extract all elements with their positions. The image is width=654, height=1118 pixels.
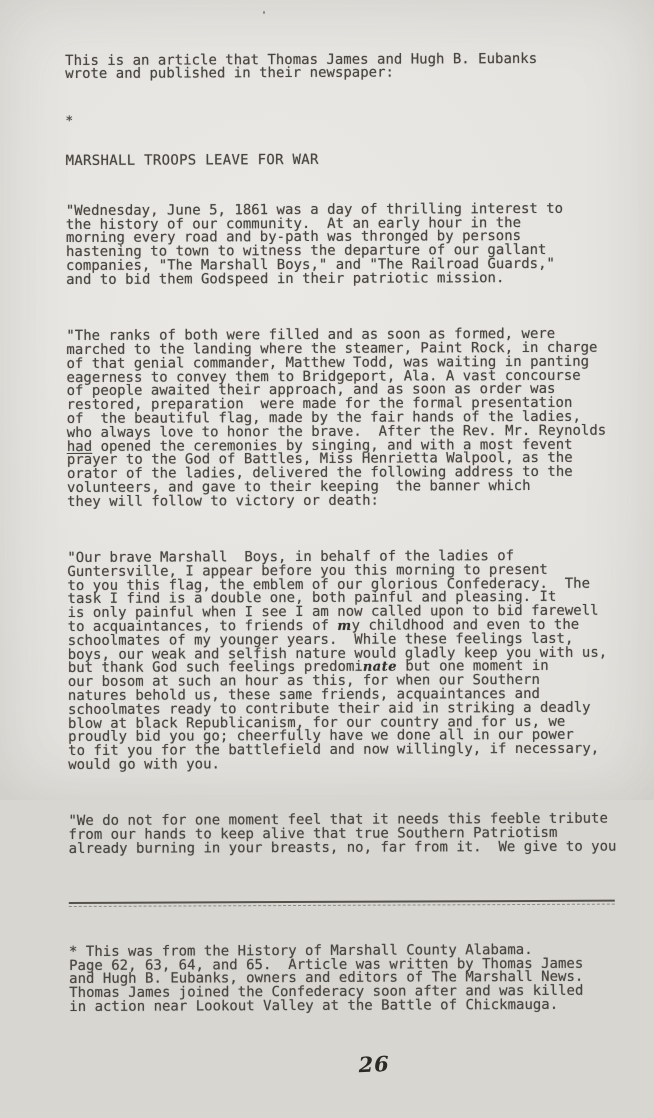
text-line: and Hugh B. Eubanks, owners and editors of The Marshall News. — [69, 969, 584, 988]
text-line: hastening to town to witness the departure of our gallant — [65, 242, 547, 261]
text-line: "Wednesday, June 5, 1861 was a day of thrilling interest to — [65, 200, 564, 219]
text-line: schoolmates of my younger years. While these feelings last, — [67, 630, 574, 649]
text-line: volunteers, and gave to their keeping the banner which — [66, 477, 531, 496]
text-segment: opened the ceremonies by singing, and with a most fevent — [92, 436, 573, 455]
paper-speck — [263, 11, 265, 14]
text-line: our bosom at such an hour as this, for when our Southern — [67, 672, 540, 691]
text-line: of people awaited their approach, and as soon as order was — [66, 381, 556, 400]
text-line: the history of our community. At an early hour in the — [65, 214, 522, 233]
footnote-divider — [69, 900, 615, 907]
text-line: * This was from the History of Marshall County Alabama. — [69, 941, 533, 961]
text-line: to fit you for the battlefield and now willingly, if necessary, — [68, 740, 600, 760]
text-line: Page 62, 63, 64, and 65. Article was written by Thomas James — [69, 955, 584, 974]
text-line: schoolmates ready to contribute their aid in striking a deadly — [67, 699, 591, 718]
hand-text: nate — [362, 660, 398, 676]
text-line: of that genial commander, Matthew Todd, was waiting in panting — [66, 353, 590, 372]
document-page — [65, 25, 633, 1118]
text-line: blow at black Republicanism, for our country and for us, we — [68, 713, 566, 732]
text-line: and to bid them Godspeed in their patriotic mission. — [66, 269, 505, 288]
text-line: is only painful when I see I am now called upon to bid farewell — [67, 602, 599, 622]
text-segment: y childhood and even to the — [351, 616, 580, 634]
text-segment: to acquaintances, to friends of — [67, 617, 338, 636]
text-line: This is an article that Thomas James and Hugh B. Eubanks — [65, 50, 538, 69]
footnote-marker-star: * — [65, 113, 74, 129]
underline-text: had — [66, 438, 93, 455]
text-line: "Our brave Marshall Boys, in behalf of the ladies of — [67, 548, 515, 567]
article-heading: MARSHALL TROOPS LEAVE FOR WAR — [65, 152, 319, 170]
paragraph-departure — [66, 202, 629, 287]
text-line: Guntersville, I appear before you this morning to present — [67, 561, 548, 580]
text-line: boys, our weak and selfish nature would gladly keep you with us, — [67, 644, 608, 663]
text-line: wrote and published in their newspaper: — [65, 64, 394, 83]
intro-text — [65, 52, 628, 82]
paragraph-steamer-ceremony — [66, 328, 630, 510]
footnote-text — [69, 941, 632, 1015]
text-line: marched to the landing where the steamer, Paint Rock, in charge — [66, 339, 598, 358]
text-line: morning every road and by-path was thronged by persons — [65, 228, 522, 247]
text-line: task I find is a double one, both painful and pleasing. It — [67, 589, 557, 608]
text-line: "The ranks of both were filled and as soon as formed, were — [66, 326, 556, 345]
paragraph-flag-address — [67, 550, 631, 773]
text-line: eagerness to convey them to Bridgeport, Ala. A vast concourse — [66, 367, 581, 386]
text-line: to you this flag, the emblem of our glorious Confederacy. The — [67, 575, 591, 594]
text-line: Thomas James joined the Confederacy soon after and was killed — [69, 982, 584, 1002]
text-line: in action near Lookout Valley at the Battle of Chickmauga. — [69, 996, 559, 1015]
text-line: prayer to the God of Battles, Miss Henrietta Walpool, as the — [66, 450, 573, 469]
text-line: "We do not for one moment feel that it needs this feeble tribute — [68, 811, 608, 830]
text-line: companies, "The Marshall Boys," and "The Railroad Guards," — [66, 255, 555, 274]
text-segment: but one moment in — [396, 658, 549, 676]
paragraph-tribute — [68, 813, 631, 857]
text-line: restored, preparation were made for the formal presentation — [66, 394, 573, 414]
text-line: would go with you. — [68, 756, 220, 774]
text-line: already burning in your breasts, no, far from it. We give to you — [68, 838, 617, 858]
text-line: orator of the ladies, delivered the following address to the — [66, 463, 573, 483]
hand-text: m — [337, 618, 352, 634]
text-segment: but thank God such feelings predomi — [67, 659, 363, 677]
text-line: of the beautiful flag, made by the fair hands of the ladies, — [66, 408, 581, 427]
text-line: natures behold us, these same friends, acquaintances and — [67, 685, 540, 705]
text-line: proudly bid you go; cheerfully have we done all in our power — [68, 727, 574, 746]
text-line: from our hands to keep alive that true Southern Patriotism — [68, 825, 558, 844]
text-line: they will follow to victory or death: — [67, 492, 379, 510]
page-number-handwritten: 26 — [357, 1050, 390, 1078]
text-line: who always love to honor the brave. After the Rev. Mr. Reynolds — [66, 422, 607, 441]
